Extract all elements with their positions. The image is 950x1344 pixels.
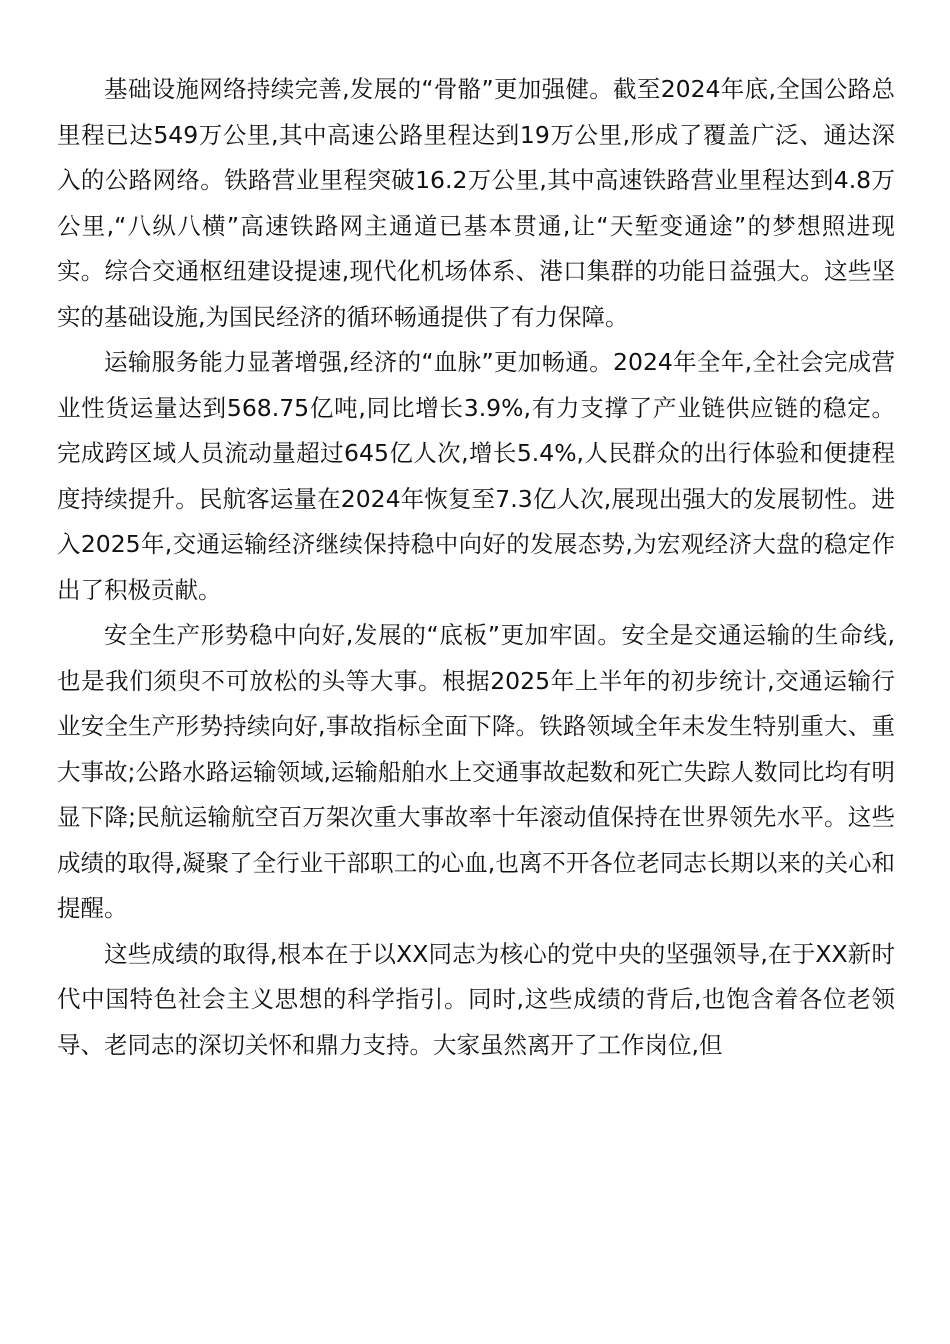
paragraph-infrastructure: 基础设施网络持续完善,发展的“骨骼”更加强健。截至2024年底,全国公路总里程已达549万公里,其中高速公路里程达到19万公里,形成了覆盖广泛、通达深入的公路网络。铁路营业里程突破16.2万公里,其中高速铁路营业里程达到4.8万公里,“八纵八横”高速铁路网主通道已基本贯通,让“天堑变通途”的梦想照进现实。综合交通枢纽建设提速,现代化机场体系、港口集群的功能日益强大。这些坚实的基础设施,为国民经济的循环畅通提供了有力保障。 — [57, 75, 895, 331]
document-body — [57, 67, 895, 1068]
paragraph-safety: 安全生产形势稳中向好,发展的“底板”更加牢固。安全是交通运输的生命线,也是我们须臾不可放松的头等大事。根据2025年上半年的初步统计,交通运输行业安全生产形势持续向好,事故指标全面下降。铁路领域全年未发生特别重大、重大事故;公路水路运输领域,运输船舶水上交通事故起数和死亡失踪人数同比均有明显下降;民航运输航空百万架次重大事故率十年滚动值保持在世界领先水平。这些成绩的取得,凝聚了全行业干部职工的心血,也离不开各位老同志长期以来的关心和提醒。 — [57, 621, 895, 922]
paragraph-transport-services: 运输服务能力显著增强,经济的“血脉”更加畅通。2024年全年,全社会完成营业性货运量达到568.75亿吨,同比增长3.9%,有力支撑了产业链供应链的稳定。完成跨区域人员流动量超过645亿人次,增长5.4%,人民群众的出行体验和便捷程度持续提升。民航客运量在2024年恢复至7.3亿人次,展现出强大的发展韧性。进入2025年,交通运输经济继续保持稳中向好的发展态势,为宏观经济大盘的稳定作出了积极贡献。 — [57, 348, 895, 604]
paragraph-achievements: 这些成绩的取得,根本在于以XX同志为核心的党中央的坚强领导,在于XX新时代中国特色社会主义思想的科学指引。同时,这些成绩的背后,也饱含着各位老领导、老同志的深切关怀和鼎力支持。大家虽然离开了工作岗位,但 — [57, 939, 895, 1059]
